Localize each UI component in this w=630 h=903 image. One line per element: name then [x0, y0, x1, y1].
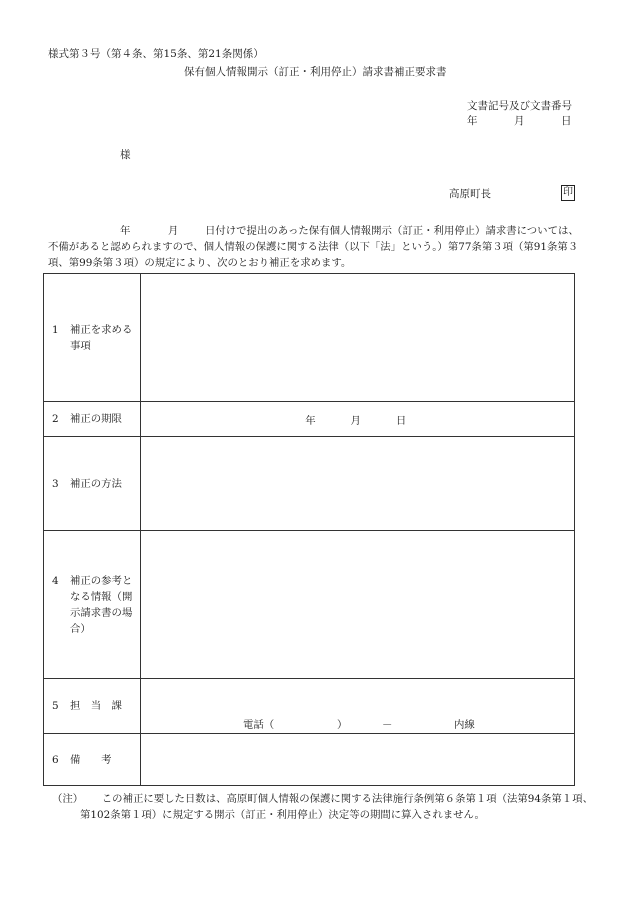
- document-number-label: 文書記号及び文書番号: [467, 100, 572, 112]
- form-number: 様式第３号（第４条、第15条、第21条関係）: [48, 48, 264, 60]
- row-number: 3: [52, 477, 59, 490]
- phone-label: 電話（: [243, 719, 275, 731]
- row-label-remarks: [44, 734, 141, 786]
- deadline-date-field[interactable]: [141, 402, 575, 437]
- table-row: [44, 679, 575, 734]
- row-label-text: 補正の方法: [70, 477, 122, 490]
- intro-line-3: 項、第99条第３項）の規定により、次のとおり補正を求めます。: [48, 257, 352, 270]
- table-row: [44, 734, 575, 786]
- row-label-text: 担 当 課: [70, 700, 122, 712]
- intro-line-2: 不備があると認められますので、個人情報の保護に関する法律（以下「法」という。）第77条第３項（第91条第３: [48, 241, 579, 253]
- row-label-text: 備 考: [70, 753, 112, 766]
- row-label-correction-items: [44, 274, 141, 402]
- row-number: 4: [52, 574, 59, 587]
- row-number: 1: [52, 323, 59, 336]
- table-row: [44, 274, 575, 402]
- row-label-text: 補正の期限: [70, 413, 122, 425]
- intro-month: 月: [168, 225, 179, 237]
- row-label-department: [44, 679, 141, 734]
- deadline-day: 日: [395, 414, 407, 427]
- date-year-label: 年: [467, 115, 478, 127]
- intro-paragraph: [48, 223, 588, 271]
- date-month-label: 月: [514, 115, 525, 127]
- footnote-line-2: 第102条第１項）に規定する開示（訂正・利用停止）決定等の期間に算入されません。: [80, 809, 485, 821]
- row-label-deadline: [44, 402, 141, 437]
- deadline-month: 月: [350, 414, 361, 427]
- document-title: 保有個人情報開示（訂正・利用停止）請求書補正要求書: [184, 66, 447, 78]
- issuer-name: 高原町長: [449, 188, 491, 200]
- table-row: [44, 531, 575, 679]
- row-label-text: 補正を求める事項: [70, 323, 133, 352]
- footnote: [52, 791, 592, 823]
- correction-items-field[interactable]: [141, 274, 575, 402]
- deadline-year: 年: [305, 414, 316, 427]
- table-row: [44, 402, 575, 437]
- row-label-reference-info: [44, 531, 141, 679]
- row-number: 5: [52, 700, 59, 712]
- extension-label: 内線: [454, 719, 475, 731]
- correction-method-field[interactable]: [141, 437, 575, 531]
- footnote-line-1: この補正に要した日数は、高原町個人情報の保護に関する法律施行条例第６条第１項（法第94条第１項、: [101, 793, 593, 805]
- row-number: 6: [52, 753, 59, 766]
- footnote-prefix: （注）: [52, 793, 84, 805]
- row-label-text: 補正の参考となる情報（開示請求書の場合）: [70, 574, 133, 635]
- department-field[interactable]: [141, 679, 575, 734]
- reference-info-field[interactable]: [141, 531, 575, 679]
- phone-close: ）: [337, 719, 348, 731]
- intro-year: 年: [120, 225, 131, 237]
- recipient-suffix: 様: [120, 149, 131, 161]
- correction-form-table: [43, 273, 575, 786]
- intro-line-1: 日付けで提出のあった保有個人情報開示（訂正・利用停止）請求書については、: [205, 225, 579, 237]
- row-number: 2: [52, 413, 59, 425]
- date-day-label: 日: [561, 115, 572, 127]
- row-label-method: [44, 437, 141, 531]
- remarks-field[interactable]: [141, 734, 575, 786]
- seal-mark: 印: [561, 185, 575, 201]
- table-row: [44, 437, 575, 531]
- phone-dash: －: [382, 719, 393, 731]
